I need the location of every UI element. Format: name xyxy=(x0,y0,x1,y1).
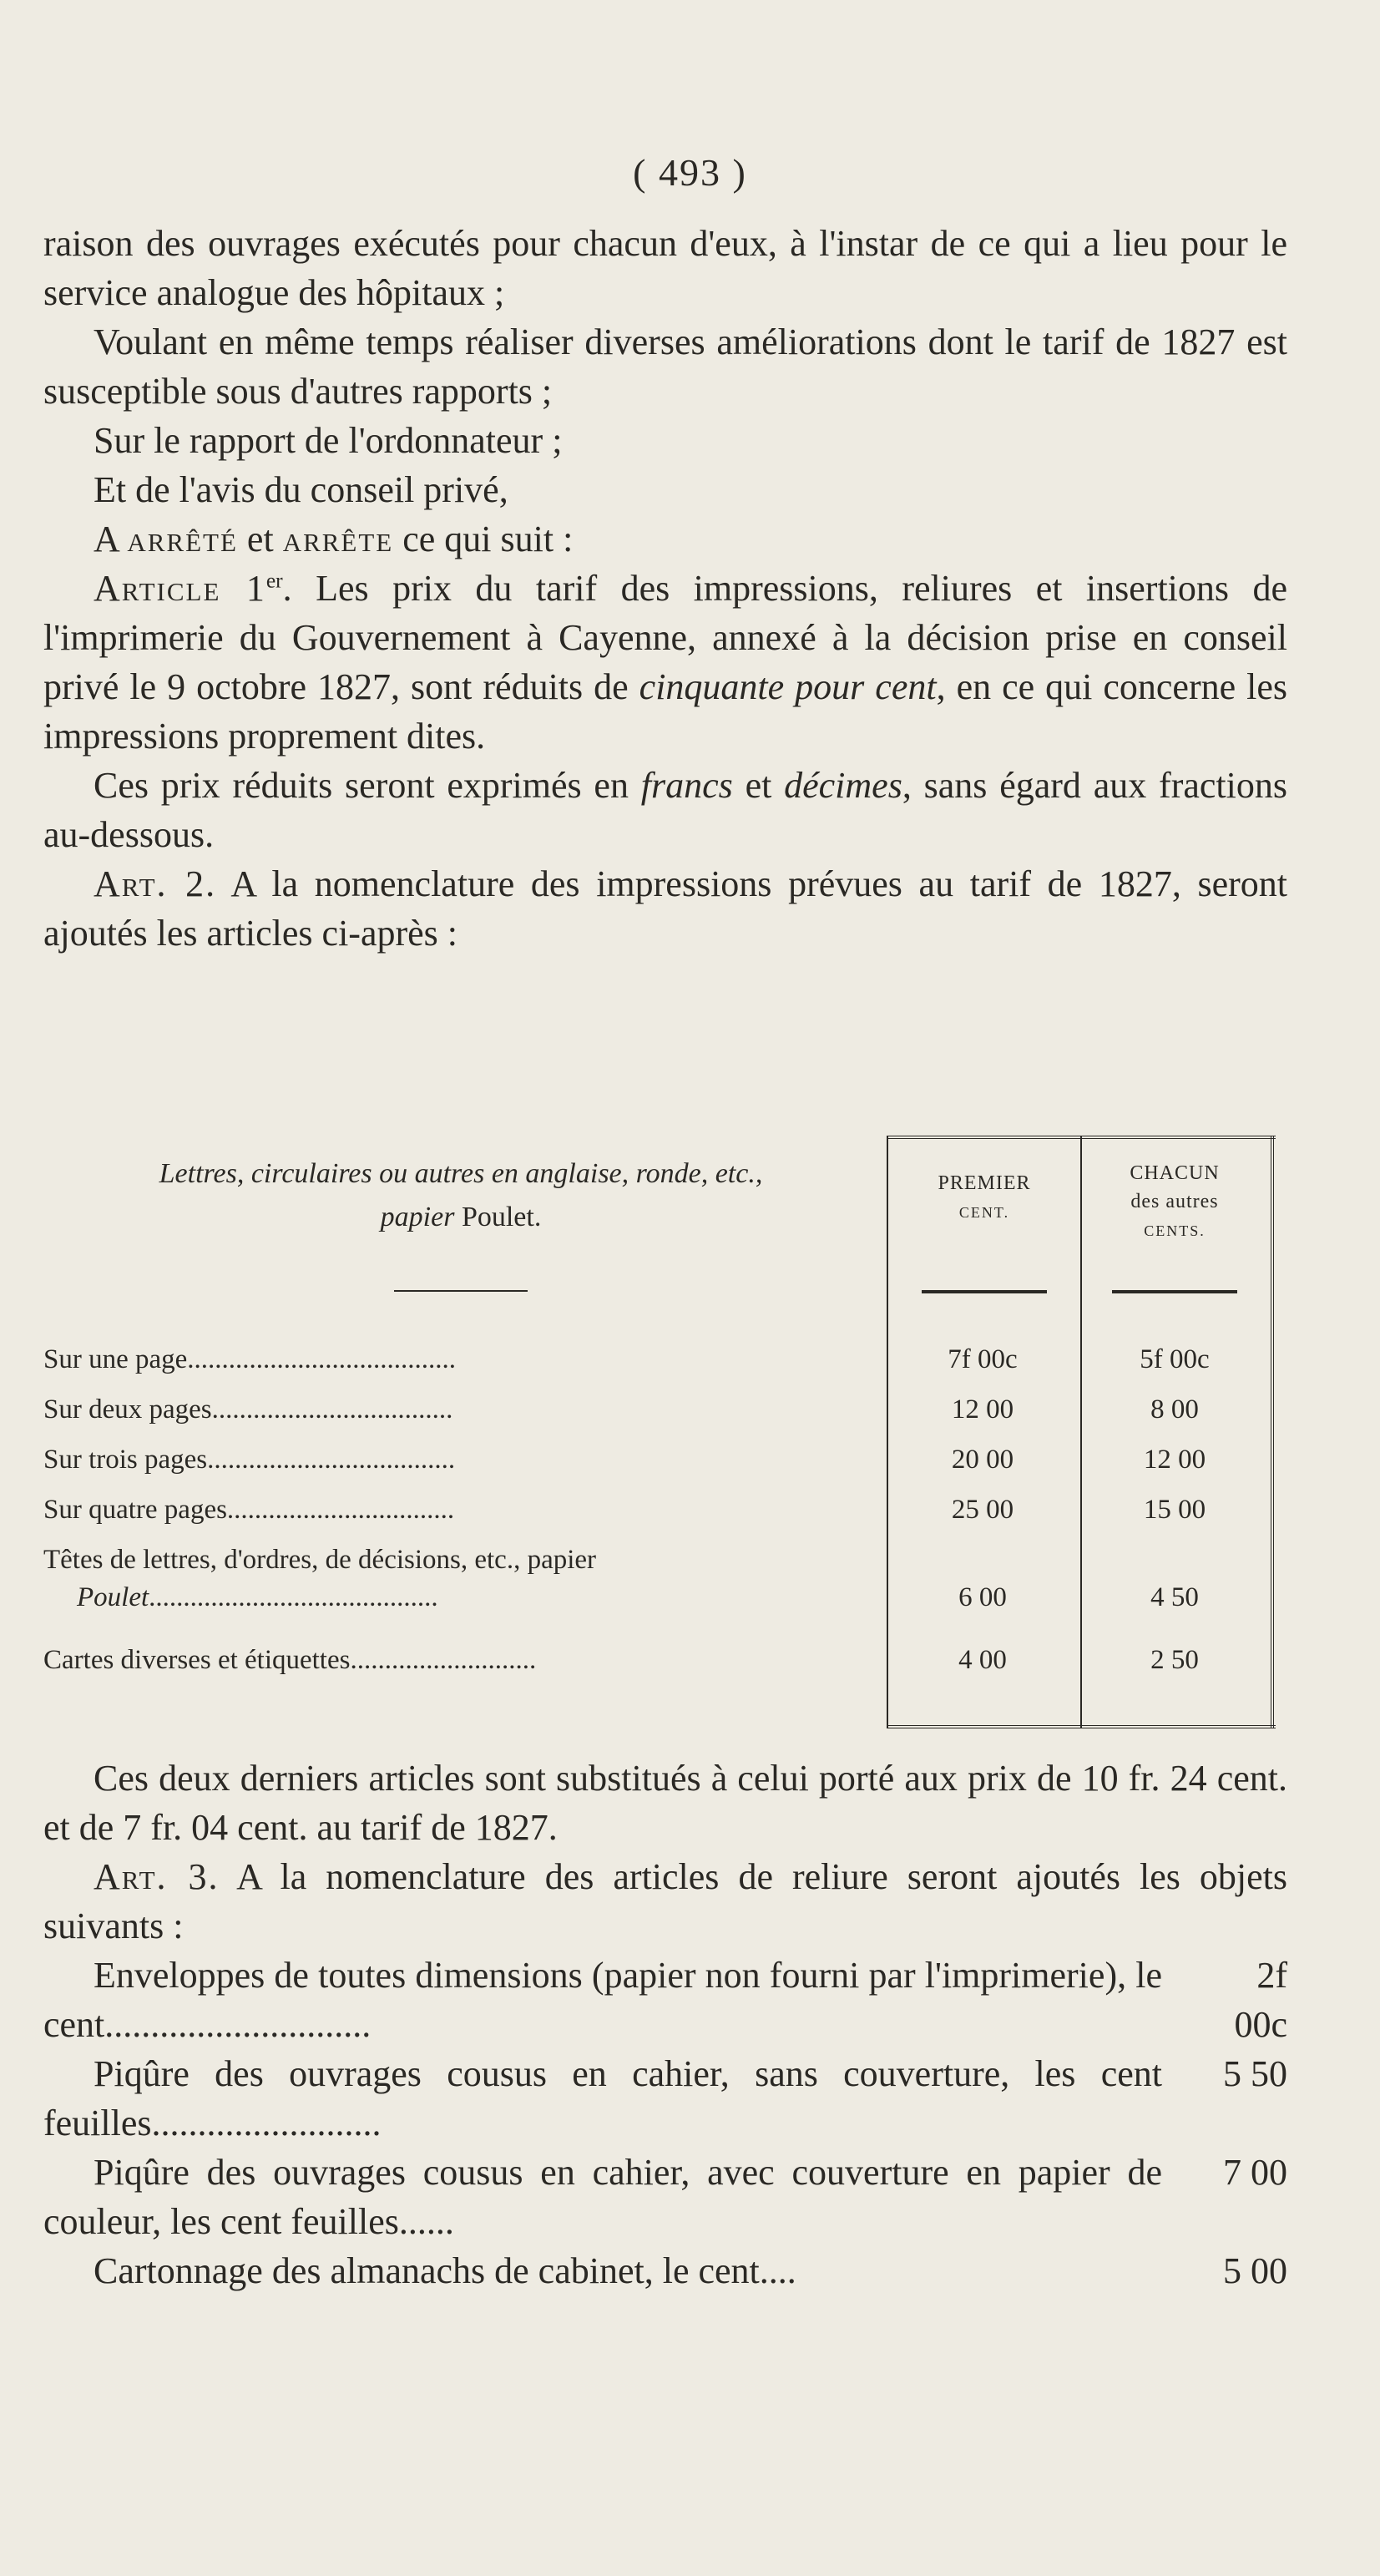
list-item xyxy=(43,2049,1287,2148)
column-chacun-autres xyxy=(1079,1136,1274,1728)
table-head-papier: papier xyxy=(380,1202,455,1232)
row-label: Sur une page....................................... xyxy=(43,1344,457,1374)
table-head-italic: Lettres, circulaires ou autres en anglaise, ronde, etc., xyxy=(159,1158,763,1189)
price-table xyxy=(43,1136,1287,1728)
row-label: Sur deux pages................................... xyxy=(43,1394,453,1425)
item-price: 2f 00c xyxy=(1234,1955,1287,2045)
item-text: Piqûre des ouvrages cousus en cahier, avec couverture en papier de couleur, les cent feuilles...... xyxy=(43,2152,1162,2242)
arrete-end: ce qui suit : xyxy=(402,519,574,559)
row-value-chacun: 2 50 xyxy=(1150,1645,1199,1675)
article-1 xyxy=(43,564,1287,761)
paragraph-continuation: raison des ouvrages exécutés pour chacun d'eux, à l'instar de ce qui a lieu pour le service analogue des hôpitaux ; xyxy=(43,223,1287,313)
row-value-chacun: 12 00 xyxy=(1143,1445,1206,1475)
body-text-top xyxy=(43,219,1287,958)
arrete-word-1: arrêté xyxy=(127,519,238,559)
table-bottom-rule xyxy=(887,1725,1276,1728)
column-premier-cent xyxy=(887,1136,1082,1728)
item-text: Piqûre des ouvrages cousus en cahier, sans couverture, les cent feuilles......................... xyxy=(43,2053,1162,2143)
row-label: Sur quatre pages................................. xyxy=(43,1495,455,1525)
page-number: ( 493 ) xyxy=(633,151,747,194)
table-head-left xyxy=(43,1152,878,1239)
tetes-italic: Poulet xyxy=(77,1582,149,1612)
article-1-italic: cinquante pour cent xyxy=(639,666,937,707)
list-item xyxy=(43,2246,1287,2295)
arrete-et: et xyxy=(246,519,274,559)
article-1-text-a: . Les prix du tarif des impressions, reliures et insertions de l'imprimerie du Gouvernement à Cayenne, annexé à la décision prise en conseil privé le 9 octobre 1827, sont réduits de xyxy=(43,568,1287,707)
row-value-premier: 12 00 xyxy=(951,1394,1014,1425)
row-value-premier: 25 00 xyxy=(951,1495,1014,1525)
tetes-text: Têtes de lettres, d'ordres, de décisions, etc., papier xyxy=(43,1545,597,1575)
row-value-premier: 7f 00c xyxy=(948,1344,1018,1374)
body-text-bottom xyxy=(43,1754,1287,2295)
row-label-tetes xyxy=(43,1541,903,1617)
article-3-text: A la nomenclature des articles de reliure seront ajoutés les objets suivants : xyxy=(43,1856,1287,1946)
col1-rule xyxy=(922,1290,1047,1293)
item-text: Cartonnage des almanachs de cabinet, le cent.... xyxy=(94,2250,796,2291)
item-text: Enveloppes de toutes dimensions (papier non fourni par l'imprimerie), le cent............................. xyxy=(43,1955,1162,2045)
tetes-dots: .......................................... xyxy=(149,1582,438,1612)
column-premier-head xyxy=(888,1169,1080,1227)
row-label: Sur trois pages.................................... xyxy=(43,1445,456,1475)
article-2-text: A la nomenclature des impressions prévues au tarif de 1827, seront ajoutés les articles ci-après : xyxy=(43,863,1288,954)
row-value-premier: 20 00 xyxy=(951,1445,1014,1475)
paragraph-substitues: Ces deux derniers articles sont substitués à celui porté aux prix de 10 fr. 24 cent. et de 7 fr. 04 cent. au tarif de 1827. xyxy=(43,1758,1287,1848)
article-2 xyxy=(43,859,1287,958)
row-value-chacun: 15 00 xyxy=(1143,1495,1206,1525)
item-price: 7 00 xyxy=(1223,2152,1287,2193)
article-3 xyxy=(43,1852,1287,1951)
col2-sub: CENTS. xyxy=(1144,1222,1206,1239)
list-item xyxy=(43,2148,1287,2246)
prix-et: et xyxy=(732,765,785,806)
paragraph-avis: Et de l'avis du conseil privé, xyxy=(94,469,508,510)
col2-main: CHACUN xyxy=(1130,1162,1220,1184)
row-value-chacun: 4 50 xyxy=(1150,1582,1199,1612)
prix-text-a: Ces prix réduits seront exprimés en xyxy=(94,765,641,806)
row-value-chacun: 5f 00c xyxy=(1140,1344,1210,1374)
article-2-label: Art. 2. xyxy=(94,863,217,904)
col1-main: PREMIER xyxy=(938,1172,1031,1194)
article-3-label: Art. 3. xyxy=(94,1856,220,1897)
item-price: 5 00 xyxy=(1223,2250,1287,2291)
paragraph-rapport: Sur le rapport de l'ordonnateur ; xyxy=(94,420,563,461)
article-1-label: Article 1 xyxy=(94,568,266,609)
row-label: Cartes diverses et étiquettes........................... xyxy=(43,1645,537,1675)
article-1-sup: er xyxy=(265,568,283,593)
arrete-word-2: arrête xyxy=(282,519,394,559)
decimes-italic: décimes xyxy=(784,765,902,806)
item-price: 5 50 xyxy=(1223,2053,1287,2094)
list-item xyxy=(43,1951,1287,2049)
table-head-poulet: Poulet. xyxy=(454,1202,542,1232)
article-1-text-b: , en ce qui concerne les impressions proprement dites. xyxy=(43,666,1287,757)
arrete-a: A xyxy=(94,519,119,559)
col2-mid: des autres xyxy=(1130,1191,1219,1212)
col1-sub: CENT. xyxy=(958,1204,1010,1221)
prix-text-b: , sans égard aux fractions au-dessous. xyxy=(43,765,1287,855)
row-value-premier: 6 00 xyxy=(958,1582,1007,1612)
paragraph-voulant: Voulant en même temps réaliser diverses améliorations dont le tarif de 1827 est susceptible sous d'autres rapports ; xyxy=(43,321,1287,412)
paragraph-arrete xyxy=(43,514,1287,564)
francs-italic: francs xyxy=(640,765,733,806)
table-head-rule xyxy=(394,1290,528,1292)
row-value-premier: 4 00 xyxy=(958,1645,1007,1675)
col2-rule xyxy=(1112,1290,1237,1293)
article-1-paragraph-2 xyxy=(43,761,1287,859)
column-chacun-head xyxy=(1079,1159,1271,1245)
row-value-chacun: 8 00 xyxy=(1150,1394,1199,1425)
